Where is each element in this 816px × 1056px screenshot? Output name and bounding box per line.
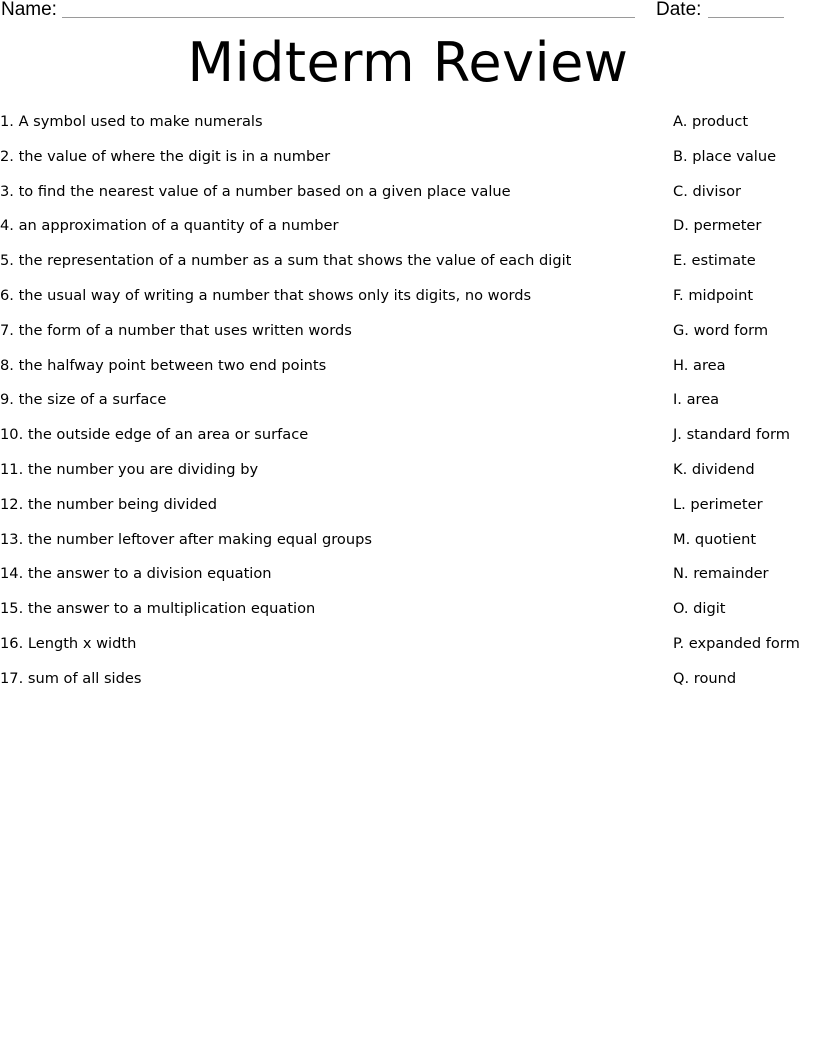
page-title: Midterm Review bbox=[187, 31, 629, 94]
clue-item: 1. A symbol used to make numerals bbox=[0, 113, 263, 130]
clue-item: 10. the outside edge of an area or surface bbox=[0, 426, 309, 444]
answer-item: Q. round bbox=[673, 669, 737, 687]
clue-item: 5. the representation of a number as a sum that shows the value of each digit bbox=[0, 252, 572, 270]
name-label: Name: bbox=[1, 0, 57, 20]
answer-item: N. remainder bbox=[673, 565, 769, 583]
clue-item: 9. the size of a surface bbox=[0, 391, 167, 409]
answer-item: L. perimeter bbox=[673, 495, 763, 513]
clue-item: 13. the number leftover after making equal groups bbox=[0, 530, 372, 548]
answer-item: M. quotient bbox=[673, 530, 757, 548]
clue-item: 14. the answer to a division equation bbox=[0, 565, 272, 583]
answer-item: B. place value bbox=[673, 147, 777, 165]
clue-list bbox=[0, 112, 660, 704]
date-field[interactable] bbox=[708, 17, 784, 18]
answer-item: J. standard form bbox=[673, 426, 790, 444]
clue-item: 17. sum of all sides bbox=[0, 669, 142, 687]
clue-item: 6. the usual way of writing a number that shows only its digits, no words bbox=[0, 286, 532, 304]
date-label: Date: bbox=[656, 0, 702, 20]
answer-item: C. divisor bbox=[673, 182, 742, 200]
clue-item: 12. the number being divided bbox=[0, 495, 217, 513]
answer-item: O. digit bbox=[673, 600, 726, 618]
worksheet-header bbox=[0, 0, 816, 24]
answer-item: F. midpoint bbox=[673, 286, 754, 304]
answer-item: P. expanded form bbox=[673, 634, 800, 652]
clue-item: 11. the number you are dividing by bbox=[0, 460, 259, 478]
answer-item: H. area bbox=[673, 356, 726, 374]
name-field[interactable] bbox=[62, 17, 635, 18]
clue-item: 7. the form of a number that uses written words bbox=[0, 321, 352, 339]
clue-item: 3. to find the nearest value of a number based on a given place value bbox=[0, 182, 511, 200]
clue-item: 4. an approximation of a quantity of a number bbox=[0, 217, 339, 235]
answer-item: G. word form bbox=[673, 321, 769, 339]
clue-item: 16. Length x width bbox=[0, 634, 137, 652]
clue-item: 8. the halfway point between two end points bbox=[0, 356, 327, 374]
clue-item: 15. the answer to a multiplication equation bbox=[0, 600, 316, 618]
clue-item: 2. the value of where the digit is in a number bbox=[0, 147, 331, 165]
answer-item: E. estimate bbox=[673, 252, 756, 270]
answer-item: K. dividend bbox=[673, 460, 755, 478]
answer-item: A. product bbox=[673, 113, 749, 130]
answer-item: D. permeter bbox=[673, 217, 762, 235]
answer-item: I. area bbox=[673, 391, 720, 409]
answer-list bbox=[673, 112, 816, 704]
